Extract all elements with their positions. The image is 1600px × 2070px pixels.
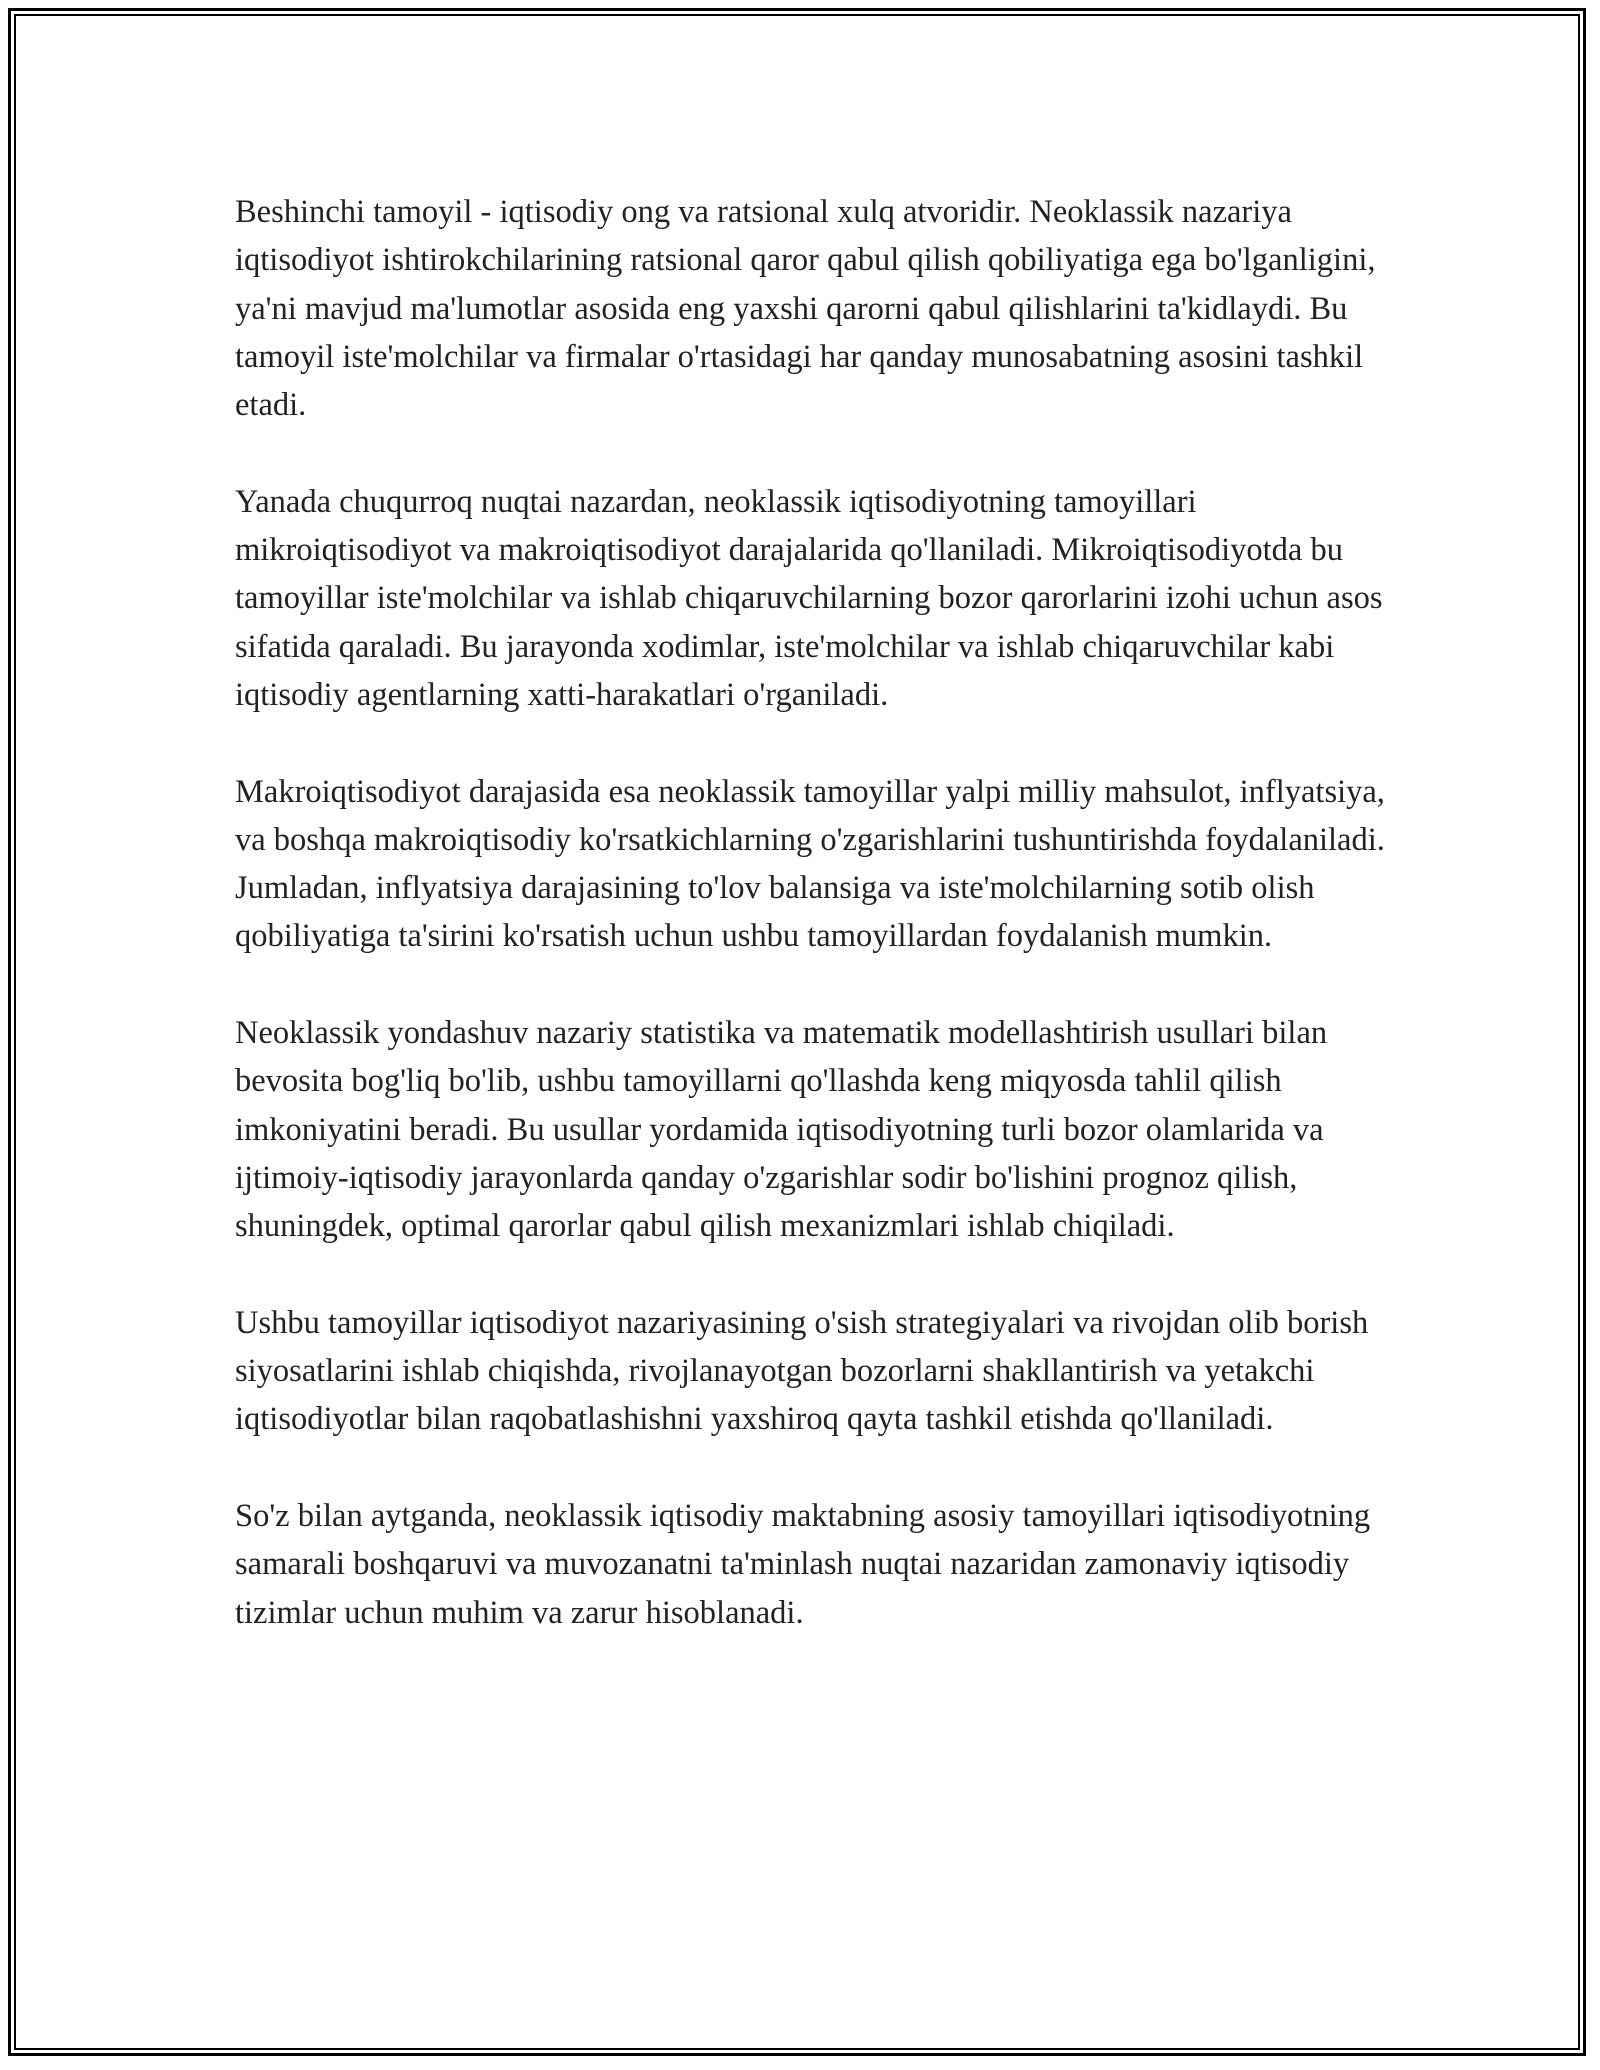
document-body xyxy=(235,188,1385,1685)
paragraph-5: Ushbu tamoyillar iqtisodiyot nazariyasining o'sish strategiyalari va rivojdan olib borish siyosatlarini ishlab chiqishda, rivojlanayotgan bozorlarni shakllantirish va yetakchi iqtisodiyotlar bilan raqobatlashishni yaxshiroq qayta tashkil etishda qo'llaniladi. xyxy=(235,1304,1369,1438)
paragraph-1: Beshinchi tamoyil - iqtisodiy ong va ratsional xulq atvoridir. Neoklassik nazariya iqtisodiyot ishtirokchilarining ratsional qaror qabul qilish qobiliyatiga ega bo'lganligini, ya'ni mavjud ma'lumotlar asosida eng yaxshi qarorni qabul qilishlarini ta'kidlaydi. Bu tamoyil iste'molchilar va firmalar o'rtasidagi har qanday munosabatning asosini tashkil etadi. xyxy=(235,194,1376,424)
paragraph-3: Makroiqtisodiyot darajasida esa neoklassik tamoyillar yalpi milliy mahsulot, inflyatsiya, va boshqa makroiqtisodiy ko'rsatkichlarning o'zgarishlarini tushuntirishda foydalaniladi. Jumladan, inflyatsiya darajasining to'lov balansiga va iste'molchilarning sotib olish qobiliyatiga ta'sirini ko'rsatish uchun ushbu tamoyillardan foydalanish mumkin. xyxy=(235,773,1385,955)
paragraph-2: Yanada chuqurroq nuqtai nazardan, neoklassik iqtisodiyotning tamoyillari mikroiqtisodiyot va makroiqtisodiyot darajalarida qo'llaniladi. Mikroiqtisodiyotda bu tamoyillar iste'molchilar va ishlab chiqaruvchilarning bozor qarorlarini izohi uchun asos sifatida qaraladi. Bu jarayonda xodimlar, iste'molchilar va ishlab chiqaruvchilar kabi iqtisodiy agentlarning xatti-harakatlari o'rganiladi. xyxy=(235,483,1383,713)
paragraph-6: So'z bilan aytganda, neoklassik iqtisodiy maktabning asosiy tamoyillari iqtisodiyotning samarali boshqaruvi va muvozanatni ta'minlash nuqtai nazaridan zamonaviy iqtisodiy tizimlar uchun muhim va zarur hisoblanadi. xyxy=(235,1498,1371,1631)
paragraph-4: Neoklassik yondashuv nazariy statistika va matematik modellashtirish usullari bilan bevosita bog'liq bo'lib, ushbu tamoyillarni qo'llashda keng miqyosda tahlil qilish imkoniyatini beradi. Bu usullar yordamida iqtisodiyotning turli bozor olamlarida va ijtimoiy-iqtisodiy jarayonlarda qanday o'zgarishlar sodir bo'lishini prognoz qilish, shuningdek, optimal qarorlar qabul qilish mexanizmlari ishlab chiqiladi. xyxy=(235,1015,1328,1245)
